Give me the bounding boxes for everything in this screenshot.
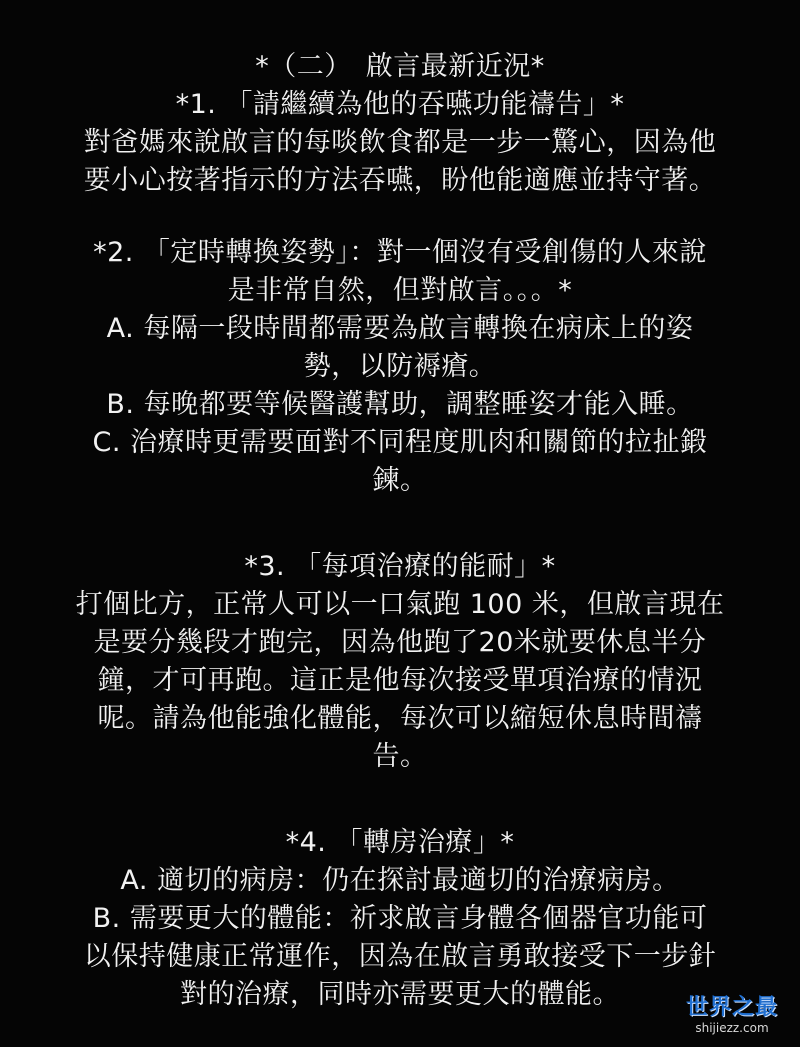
item4-point-b-cont: 對的治療，同時亦需要更大的體能。 [180, 979, 620, 1010]
item1-line: 對爸媽來說啟言的每啖飲食都是一步一驚心，因為他 [83, 127, 717, 158]
item3-line: 鐘，才可再跑。這正是他每次接受單項治療的情況 [97, 665, 703, 696]
site-watermark [672, 995, 792, 1041]
spacer [20, 200, 780, 234]
item3-line: 打個比方，正常人可以一口氣跑 100 米，但啟言現在 [75, 589, 725, 620]
item1-heading: *1. 「請繼續為他的吞嚥功能禱告」* [175, 89, 625, 120]
spacer [20, 776, 780, 824]
item2-point-a: A. 每隔一段時間都需要為啟言轉換在病床上的姿 [106, 313, 694, 344]
item3-heading: *3. 「每項治療的能耐」* [244, 551, 556, 582]
item2-point-c: C. 治療時更需要面對不同程度肌肉和關節的拉扯鍛 [92, 427, 708, 458]
section-title: *（二） 啟言最新近況* [255, 51, 545, 82]
item3-line: 是要分幾段才跑完，因為他跑了20米就要休息半分 [93, 627, 707, 658]
item4-heading: *4. 「轉房治療」* [285, 827, 515, 858]
item3-line: 呢。請為他能強化體能，每次可以縮短休息時間禱 [97, 703, 703, 734]
watermark-url: shijiezz.com [695, 1021, 769, 1035]
item2-point-c-cont: 鍊。 [372, 465, 428, 496]
item3-line: 告。 [372, 741, 428, 772]
item4-point-b-cont: 以保持健康正常運作，因為在啟言勇敢接受下一步針 [83, 941, 717, 972]
item4-point-a: A. 適切的病房：仍在探討最適切的治療病房。 [120, 865, 680, 896]
spacer [20, 500, 780, 548]
watermark-brand: 世界之最 [685, 995, 778, 1020]
item1-line: 要小心按著指示的方法吞嚥，盼他能適應並持守著。 [83, 165, 717, 196]
item2-line: *2. 「定時轉換姿勢」：對一個沒有受創傷的人來說 [93, 237, 707, 268]
document-body [20, 48, 780, 1014]
item2-point-b: B. 每晚都要等候醫護幫助，調整睡姿才能入睡。 [106, 389, 694, 420]
item4-point-b: B. 需要更大的體能：祈求啟言身體各個器官功能可 [92, 903, 708, 934]
item2-line: 是非常自然，但對啟言。。。* [227, 275, 573, 306]
item2-point-a-cont: 勢，以防褥瘡。 [303, 351, 497, 382]
